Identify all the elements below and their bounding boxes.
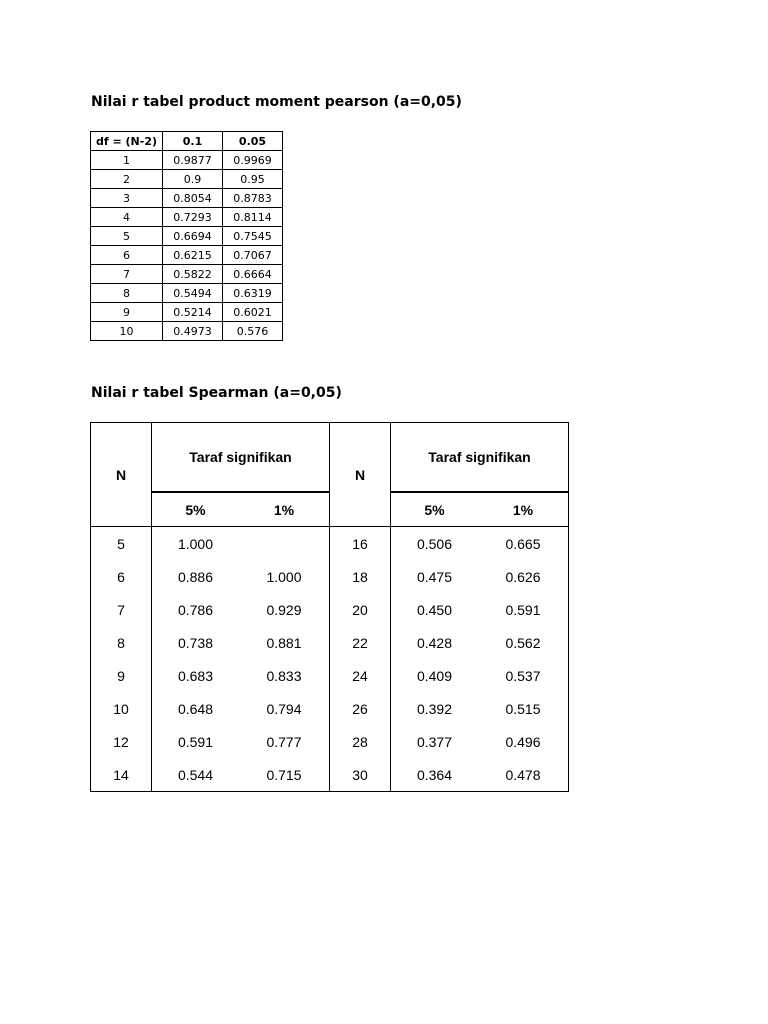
spearman-cell-5pct-left: 0.683 (177, 667, 214, 684)
spearman-cell-1pct-left: 0.794 (266, 700, 302, 717)
spearman-subheader-5pct-right: 5% (391, 492, 479, 527)
pearson-table-row (91, 227, 283, 246)
spearman-cell-1pct-right: 0.562 (478, 626, 569, 659)
pearson-cell-alpha-0-1: 0.6694 (163, 227, 223, 246)
pearson-cell-df: 10 (91, 322, 163, 341)
pearson-cell-alpha-0-05: 0.8783 (223, 189, 283, 208)
pearson-table-row (91, 170, 283, 189)
pearson-cell-df: 7 (91, 265, 163, 284)
pearson-cell-alpha-0-1: 0.9 (163, 170, 223, 189)
pearson-header-alpha-0-05: 0.05 (223, 132, 283, 151)
pearson-table-row (91, 303, 283, 322)
spearman-table-row (91, 725, 569, 758)
pearson-cell-alpha-0-05: 0.8114 (223, 208, 283, 227)
pearson-cell-alpha-0-05: 0.6664 (223, 265, 283, 284)
spearman-table-row (91, 626, 569, 659)
pearson-cell-alpha-0-05: 0.95 (223, 170, 283, 189)
spearman-table (90, 422, 569, 792)
spearman-cell-n-right: 28 (330, 725, 391, 758)
pearson-table-row (91, 151, 283, 170)
pearson-table-title: Nilai r tabel product moment pearson (a=0,05) (91, 94, 462, 110)
pearson-cell-alpha-0-05: 0.6319 (223, 284, 283, 303)
pearson-table-row (91, 189, 283, 208)
spearman-cell-5pct-right: 0.428 (416, 634, 453, 651)
spearman-cell-5pct-left: 0.886 (177, 568, 214, 585)
spearman-header-row (91, 423, 569, 493)
spearman-cell-1pct-left: 0.881 (266, 634, 302, 651)
spearman-header-taraf-left: Taraf signifikan (152, 423, 330, 493)
pearson-cell-alpha-0-05: 0.6021 (223, 303, 283, 322)
spearman-subheader-1pct-right: 1% (478, 492, 569, 527)
pearson-table-row (91, 265, 283, 284)
spearman-cell-n-left: 9 (91, 659, 152, 692)
spearman-cell-1pct-right: 0.591 (478, 593, 569, 626)
spearman-cell-5pct-right: 0.364 (391, 758, 479, 792)
spearman-cell-n-left: 5 (91, 527, 152, 561)
spearman-cell-n-right: 24 (330, 659, 391, 692)
spearman-subheader-5pct-left: 5% (152, 492, 240, 527)
spearman-cell-n-left: 10 (91, 692, 152, 725)
spearman-header-taraf-right: Taraf signifikan (391, 423, 569, 493)
pearson-table-row (91, 246, 283, 265)
spearman-subheader-1pct-left: 1% (239, 492, 330, 527)
pearson-table-row (91, 322, 283, 341)
pearson-cell-alpha-0-1: 0.4973 (163, 322, 223, 341)
pearson-cell-df: 9 (91, 303, 163, 322)
spearman-cell-n-right: 26 (330, 692, 391, 725)
spearman-cell-1pct-left: 0.715 (239, 758, 330, 792)
spearman-cell-5pct-right: 0.506 (416, 535, 453, 552)
spearman-table-row (91, 527, 569, 561)
spearman-cell-1pct-right: 0.537 (478, 659, 569, 692)
pearson-cell-alpha-0-1: 0.9877 (163, 151, 223, 170)
spearman-table-row (91, 593, 569, 626)
spearman-cell-5pct-right: 0.409 (416, 667, 453, 684)
pearson-cell-df: 5 (91, 227, 163, 246)
spearman-cell-n-left: 12 (91, 725, 152, 758)
spearman-cell-5pct-right: 0.475 (416, 568, 453, 585)
pearson-table-row (91, 208, 283, 227)
spearman-cell-1pct-right: 0.515 (478, 692, 569, 725)
pearson-cell-alpha-0-05: 0.7545 (223, 227, 283, 246)
spearman-cell-5pct-left: 0.591 (177, 733, 214, 750)
pearson-header-row (91, 132, 283, 151)
spearman-header-n-right: N (330, 423, 391, 527)
pearson-cell-alpha-0-1: 0.7293 (163, 208, 223, 227)
pearson-header-df: df = (N-2) (91, 132, 163, 151)
spearman-cell-1pct-right: 0.496 (478, 725, 569, 758)
spearman-cell-5pct-right: 0.392 (416, 700, 453, 717)
spearman-cell-5pct-left: 0.648 (177, 700, 214, 717)
spearman-cell-1pct-left: 0.833 (266, 667, 302, 684)
spearman-table-row (91, 659, 569, 692)
spearman-cell-1pct-right: 0.626 (478, 560, 569, 593)
spearman-cell-n-right: 20 (330, 593, 391, 626)
spearman-cell-5pct-left: 1.000 (177, 535, 214, 552)
pearson-table-row (91, 284, 283, 303)
spearman-cell-n-right: 22 (330, 626, 391, 659)
spearman-cell-n-right: 18 (330, 560, 391, 593)
spearman-cell-1pct-right: 0.665 (478, 527, 569, 561)
spearman-cell-1pct-left: 0.929 (266, 601, 302, 618)
pearson-cell-df: 1 (91, 151, 163, 170)
spearman-header-n-left: N (91, 423, 152, 527)
spearman-cell-n-left: 8 (91, 626, 152, 659)
spearman-cell-1pct-right: 0.478 (478, 758, 569, 792)
spearman-cell-n-left: 14 (91, 758, 152, 792)
pearson-cell-alpha-0-1: 0.5822 (163, 265, 223, 284)
spearman-cell-1pct-left: 0.777 (266, 733, 302, 750)
pearson-cell-alpha-0-1: 0.6215 (163, 246, 223, 265)
pearson-cell-df: 4 (91, 208, 163, 227)
spearman-table-row (91, 758, 569, 792)
pearson-cell-alpha-0-1: 0.5494 (163, 284, 223, 303)
pearson-cell-df: 8 (91, 284, 163, 303)
spearman-cell-n-left: 7 (91, 593, 152, 626)
pearson-cell-alpha-0-05: 0.7067 (223, 246, 283, 265)
pearson-cell-df: 2 (91, 170, 163, 189)
pearson-header-alpha-0-1: 0.1 (163, 132, 223, 151)
spearman-cell-5pct-left: 0.544 (152, 758, 240, 792)
spearman-cell-5pct-left: 0.738 (177, 634, 214, 651)
spearman-cell-1pct-left: 1.000 (266, 568, 302, 585)
pearson-cell-alpha-0-05: 0.9969 (223, 151, 283, 170)
spearman-cell-5pct-right: 0.377 (416, 733, 453, 750)
spearman-cell-5pct-left: 0.786 (177, 601, 214, 618)
pearson-cell-alpha-0-1: 0.5214 (163, 303, 223, 322)
pearson-cell-df: 6 (91, 246, 163, 265)
pearson-cell-alpha-0-1: 0.8054 (163, 189, 223, 208)
pearson-cell-alpha-0-05: 0.576 (223, 322, 283, 341)
spearman-cell-n-right: 16 (330, 527, 391, 561)
spearman-table-title: Nilai r tabel Spearman (a=0,05) (91, 385, 342, 401)
spearman-cell-5pct-right: 0.450 (416, 601, 453, 618)
spearman-cell-n-left: 6 (91, 560, 152, 593)
spearman-table-row (91, 692, 569, 725)
pearson-cell-df: 3 (91, 189, 163, 208)
pearson-table (90, 131, 283, 341)
spearman-cell-1pct-left (239, 527, 330, 561)
spearman-table-row (91, 560, 569, 593)
spearman-cell-n-right: 30 (330, 758, 391, 792)
